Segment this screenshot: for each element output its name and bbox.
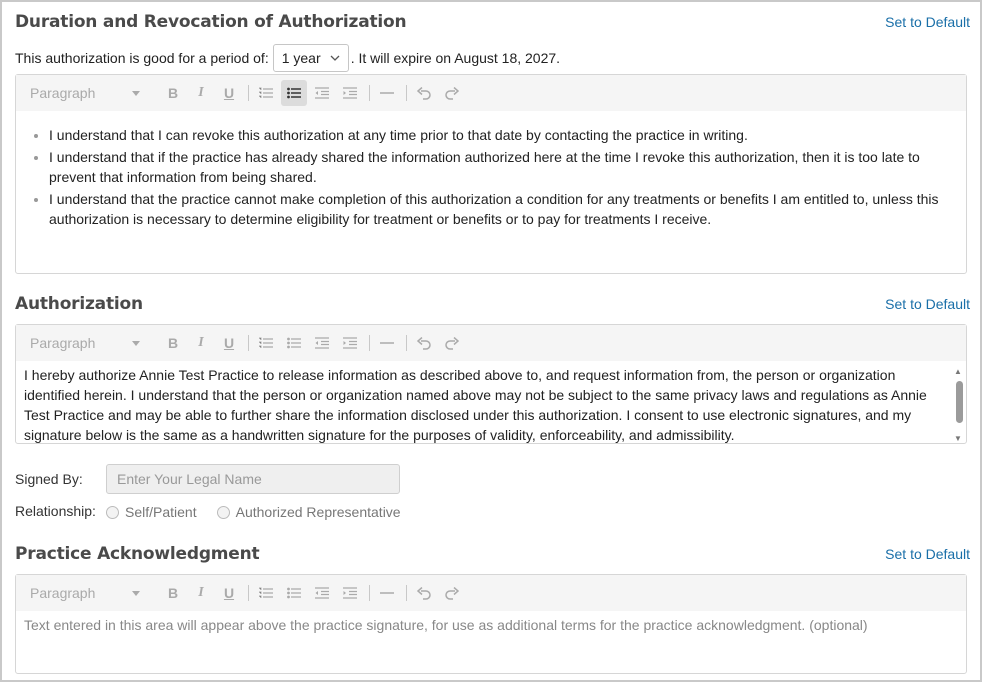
numbered-list-icon [259, 337, 273, 349]
horizontal-rule-icon [380, 337, 394, 349]
redo-button[interactable] [439, 580, 465, 606]
list-item: • I understand that I can revoke this authorization at any time prior to that date by contacting the practice in writing. [49, 125, 946, 145]
radio-button[interactable] [106, 506, 119, 519]
redo-icon [445, 337, 459, 350]
undo-button[interactable] [411, 580, 437, 606]
bullet-list-icon [287, 587, 301, 599]
undo-icon [417, 87, 431, 100]
bullet-list-button[interactable] [281, 80, 307, 106]
italic-button[interactable]: I [198, 85, 204, 100]
acknowledgment-editor-content[interactable]: Text entered in this area will appear above the practice signature, for use as additional terms for the practice acknowledgment. (optional) [24, 617, 868, 633]
numbered-list-button[interactable] [253, 580, 279, 606]
numbered-list-icon [259, 87, 273, 99]
numbered-list-button[interactable] [253, 330, 279, 356]
authorization-section-title: Authorization [15, 294, 143, 314]
bullet-list-button[interactable] [281, 330, 307, 356]
duration-editor-content[interactable] [16, 111, 966, 229]
indent-button[interactable] [337, 330, 363, 356]
paragraph-label: Paragraph [30, 85, 96, 101]
radio-label: Authorized Representative [235, 504, 401, 520]
acknowledgment-section-title: Practice Acknowledgment [15, 544, 260, 564]
duration-set-default-link[interactable]: Set to Default [885, 14, 970, 30]
bullet-list-icon [287, 337, 301, 349]
indent-icon [343, 87, 357, 99]
paragraph-label: Paragraph [30, 585, 96, 601]
redo-icon [445, 87, 459, 100]
signed-by-label: Signed By: [15, 471, 83, 487]
underline-button[interactable]: U [223, 85, 235, 101]
radio-label: Self/Patient [125, 504, 197, 520]
toolbar-divider [406, 335, 407, 351]
redo-icon [445, 587, 459, 600]
authorization-editor-content[interactable]: I hereby authorize Annie Test Practice to release information as described above to, and request information from, the person or organization identified herein. I understand that the person or organization named above may not be subject to the same privacy laws and regulations as Annie Test Practice and may be able to further share the information disclosed under this authorization. I consent to use electronic signatures, and my signature below is the same as a handwritten signature for the purposes of validity, enforceability, and admissibility. [24, 367, 927, 443]
list-item: • I understand that if the practice has already shared the information authorized here at the time I revoke this authorization, then it is too late to prevent that information from being shared. [49, 147, 946, 187]
authorization-scrollbar[interactable] [954, 365, 964, 443]
relationship-label: Relationship: [15, 503, 96, 519]
bullet-list-button[interactable] [281, 580, 307, 606]
outdent-icon [315, 337, 329, 349]
horizontal-rule-button[interactable] [374, 580, 400, 606]
bold-button[interactable]: B [167, 585, 179, 601]
acknowledgment-set-default-link[interactable]: Set to Default [885, 546, 970, 562]
paragraph-format-select[interactable] [30, 585, 140, 601]
scroll-up-arrow-icon[interactable]: ▲ [954, 367, 962, 376]
radio-button[interactable] [217, 506, 230, 519]
toolbar-divider [248, 85, 249, 101]
period-select-value: 1 year [281, 50, 321, 66]
undo-button[interactable] [411, 80, 437, 106]
period-select[interactable] [273, 44, 349, 72]
expire-text: . It will expire on August 18, 2027. [350, 50, 561, 66]
editor-toolbar [16, 325, 966, 361]
bold-button[interactable]: B [167, 335, 179, 351]
duration-section-title: Duration and Revocation of Authorization [15, 12, 407, 32]
numbered-list-icon [259, 587, 273, 599]
revocation-bullet-list [16, 111, 966, 229]
relationship-option-representative[interactable] [217, 504, 401, 520]
undo-button[interactable] [411, 330, 437, 356]
toolbar-divider [248, 585, 249, 601]
underline-button[interactable]: U [223, 585, 235, 601]
scroll-thumb[interactable] [956, 381, 963, 423]
outdent-icon [315, 87, 329, 99]
editor-toolbar [16, 75, 966, 111]
horizontal-rule-button[interactable] [374, 80, 400, 106]
paragraph-format-select[interactable] [30, 335, 140, 351]
italic-button[interactable]: I [198, 335, 204, 350]
horizontal-rule-icon [380, 87, 394, 99]
indent-button[interactable] [337, 580, 363, 606]
duration-editor[interactable] [15, 74, 967, 274]
caret-down-icon [132, 591, 140, 596]
list-item: • I understand that the practice cannot make completion of this authorization a condition for any treatments or benefits I am entitled to, unless this authorization is necessary to determine eligibility for treatment or benefits or to pay for treatments I receive. [49, 189, 946, 229]
indent-icon [343, 337, 357, 349]
period-row [15, 44, 560, 72]
toolbar-divider [369, 585, 370, 601]
redo-button[interactable] [439, 80, 465, 106]
toolbar-divider [248, 335, 249, 351]
caret-down-icon [132, 91, 140, 96]
paragraph-format-select[interactable] [30, 85, 140, 101]
indent-button[interactable] [337, 80, 363, 106]
toolbar-divider [369, 85, 370, 101]
chevron-down-icon [330, 55, 340, 61]
horizontal-rule-icon [380, 587, 394, 599]
redo-button[interactable] [439, 330, 465, 356]
paragraph-label: Paragraph [30, 335, 96, 351]
relationship-radio-group [106, 504, 421, 520]
undo-icon [417, 337, 431, 350]
toolbar-divider [406, 85, 407, 101]
toolbar-divider [369, 335, 370, 351]
editor-toolbar [16, 575, 966, 611]
undo-icon [417, 587, 431, 600]
outdent-icon [315, 587, 329, 599]
bold-button[interactable]: B [167, 85, 179, 101]
italic-button[interactable]: I [198, 585, 204, 600]
outdent-button[interactable] [309, 80, 335, 106]
caret-down-icon [132, 341, 140, 346]
bullet-list-icon [287, 87, 301, 99]
underline-button[interactable]: U [223, 335, 235, 351]
relationship-option-self[interactable] [106, 504, 197, 520]
numbered-list-button[interactable] [253, 80, 279, 106]
outdent-button[interactable] [309, 330, 335, 356]
indent-icon [343, 587, 357, 599]
horizontal-rule-button[interactable] [374, 330, 400, 356]
toolbar-divider [406, 585, 407, 601]
legal-name-input[interactable]: Enter Your Legal Name [106, 464, 400, 494]
authorization-editor[interactable] [15, 324, 967, 444]
scroll-down-arrow-icon[interactable]: ▼ [954, 434, 962, 443]
outdent-button[interactable] [309, 580, 335, 606]
acknowledgment-editor[interactable] [15, 574, 967, 674]
authorization-set-default-link[interactable]: Set to Default [885, 296, 970, 312]
period-prefix-label: This authorization is good for a period of: [15, 50, 269, 66]
